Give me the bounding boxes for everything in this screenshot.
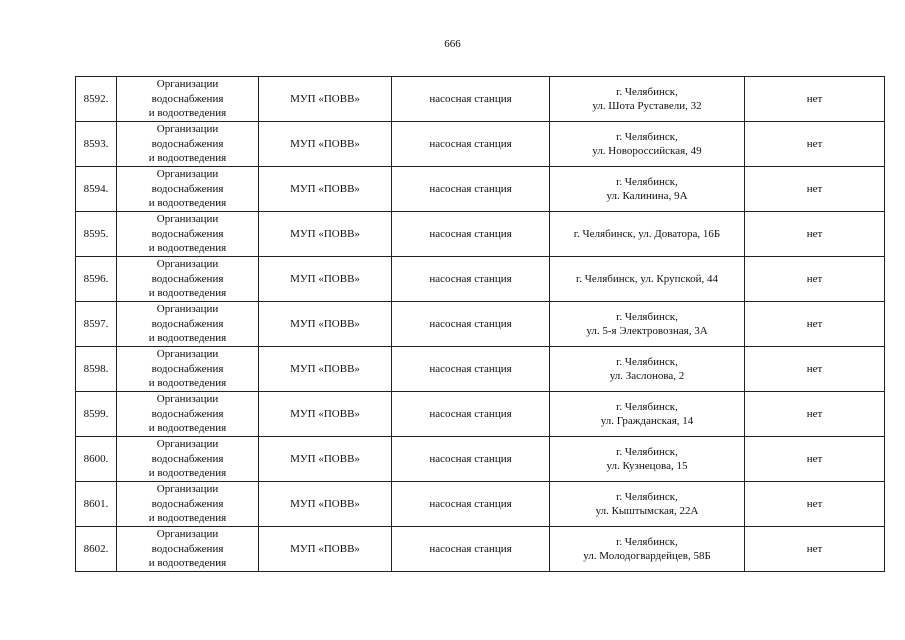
category-line: водоснабжения (151, 92, 224, 105)
category-line: и водоотведения (148, 152, 227, 165)
category-line: и водоотведения (148, 287, 227, 300)
registry-table-container (75, 76, 866, 572)
note-cell: нет (745, 527, 885, 572)
organization-cell: МУП «ПОВВ» (259, 482, 392, 527)
address-cell (550, 257, 745, 302)
table-row (76, 482, 885, 527)
facility-type-cell: насосная станция (392, 122, 550, 167)
category-cell (117, 77, 259, 122)
category-line: Организации (156, 168, 219, 181)
registry-table (75, 76, 885, 572)
address-cell (550, 437, 745, 482)
category-cell (117, 212, 259, 257)
table-row (76, 347, 885, 392)
address-cell (550, 527, 745, 572)
category-line: и водоотведения (148, 242, 227, 255)
note-cell: нет (745, 212, 885, 257)
note-cell: нет (745, 482, 885, 527)
address-cell (550, 482, 745, 527)
address-line: г. Челябинск, ул. Доватора, 16Б (573, 228, 721, 240)
note-cell: нет (745, 302, 885, 347)
address-cell (550, 212, 745, 257)
facility-type-cell: насосная станция (392, 392, 550, 437)
row-number-cell: 8593. (76, 122, 117, 167)
facility-type-cell: насосная станция (392, 347, 550, 392)
note-cell: нет (745, 437, 885, 482)
address-line: ул. Шота Руставели, 32 (592, 100, 702, 112)
address-line: ул. Калинина, 9А (606, 190, 688, 202)
address-line: г. Челябинск, (616, 311, 678, 323)
address-line: г. Челябинск, (616, 356, 678, 368)
address-line: г. Челябинск, (616, 491, 678, 503)
row-number-cell: 8598. (76, 347, 117, 392)
row-number-cell: 8602. (76, 527, 117, 572)
address-line: г. Челябинск, (616, 176, 678, 188)
table-row (76, 212, 885, 257)
row-number-cell: 8597. (76, 302, 117, 347)
table-body (76, 77, 885, 572)
address-line: ул. Заслонова, 2 (609, 370, 685, 382)
row-number-cell: 8599. (76, 392, 117, 437)
organization-cell: МУП «ПОВВ» (259, 347, 392, 392)
category-line: Организации (156, 528, 219, 541)
category-line: и водоотведения (148, 422, 227, 435)
row-number-cell: 8596. (76, 257, 117, 302)
category-cell (117, 167, 259, 212)
table-row (76, 392, 885, 437)
address-cell (550, 122, 745, 167)
address-line: г. Челябинск, (616, 536, 678, 548)
note-cell: нет (745, 122, 885, 167)
category-cell (117, 122, 259, 167)
row-number-cell: 8600. (76, 437, 117, 482)
category-line: и водоотведения (148, 107, 227, 120)
table-row (76, 77, 885, 122)
category-line: и водоотведения (148, 377, 227, 390)
category-line: Организации (156, 258, 219, 271)
address-line: ул. 5-я Электровозная, 3А (586, 325, 708, 337)
category-line: и водоотведения (148, 512, 227, 525)
address-cell (550, 167, 745, 212)
category-line: Организации (156, 393, 219, 406)
category-line: Организации (156, 438, 219, 451)
category-line: водоснабжения (151, 317, 224, 330)
address-line: ул. Кыштымская, 22А (595, 505, 699, 517)
category-cell (117, 392, 259, 437)
organization-cell: МУП «ПОВВ» (259, 392, 392, 437)
address-line: г. Челябинск, ул. Крупской, 44 (575, 273, 719, 285)
address-cell (550, 392, 745, 437)
organization-cell: МУП «ПОВВ» (259, 437, 392, 482)
table-row (76, 527, 885, 572)
address-line: ул. Гражданская, 14 (600, 415, 694, 427)
table-row (76, 167, 885, 212)
category-line: водоснабжения (151, 542, 224, 555)
facility-type-cell: насосная станция (392, 527, 550, 572)
facility-type-cell: насосная станция (392, 257, 550, 302)
category-line: Организации (156, 483, 219, 496)
facility-type-cell: насосная станция (392, 77, 550, 122)
category-cell (117, 302, 259, 347)
category-line: водоснабжения (151, 452, 224, 465)
organization-cell: МУП «ПОВВ» (259, 77, 392, 122)
category-cell (117, 257, 259, 302)
page-number: 666 (444, 38, 461, 50)
category-line: и водоотведения (148, 557, 227, 570)
facility-type-cell: насосная станция (392, 437, 550, 482)
address-line: г. Челябинск, (616, 401, 678, 413)
table-row (76, 437, 885, 482)
organization-cell: МУП «ПОВВ» (259, 302, 392, 347)
organization-cell: МУП «ПОВВ» (259, 527, 392, 572)
category-line: водоснабжения (151, 272, 224, 285)
address-cell (550, 77, 745, 122)
facility-type-cell: насосная станция (392, 302, 550, 347)
note-cell: нет (745, 257, 885, 302)
row-number-cell: 8594. (76, 167, 117, 212)
note-cell: нет (745, 347, 885, 392)
category-line: и водоотведения (148, 332, 227, 345)
category-line: Организации (156, 78, 219, 91)
category-line: и водоотведения (148, 467, 227, 480)
address-line: г. Челябинск, (616, 446, 678, 458)
address-line: г. Челябинск, (616, 131, 678, 143)
organization-cell: МУП «ПОВВ» (259, 122, 392, 167)
category-line: Организации (156, 213, 219, 226)
row-number-cell: 8601. (76, 482, 117, 527)
address-line: ул. Кузнецова, 15 (606, 460, 688, 472)
category-line: Организации (156, 303, 219, 316)
category-line: Организации (156, 123, 219, 136)
category-line: водоснабжения (151, 407, 224, 420)
category-cell (117, 527, 259, 572)
category-line: водоснабжения (151, 227, 224, 240)
note-cell: нет (745, 77, 885, 122)
note-cell: нет (745, 167, 885, 212)
organization-cell: МУП «ПОВВ» (259, 167, 392, 212)
row-number-cell: 8592. (76, 77, 117, 122)
address-cell (550, 302, 745, 347)
category-line: водоснабжения (151, 362, 224, 375)
table-row (76, 302, 885, 347)
category-line: водоснабжения (151, 137, 224, 150)
category-line: Организации (156, 348, 219, 361)
organization-cell: МУП «ПОВВ» (259, 212, 392, 257)
facility-type-cell: насосная станция (392, 212, 550, 257)
row-number-cell: 8595. (76, 212, 117, 257)
note-cell: нет (745, 392, 885, 437)
category-line: водоснабжения (151, 182, 224, 195)
address-line: г. Челябинск, (616, 86, 678, 98)
facility-type-cell: насосная станция (392, 482, 550, 527)
category-cell (117, 347, 259, 392)
address-cell (550, 347, 745, 392)
category-line: и водоотведения (148, 197, 227, 210)
category-cell (117, 437, 259, 482)
category-line: водоснабжения (151, 497, 224, 510)
organization-cell: МУП «ПОВВ» (259, 257, 392, 302)
address-line: ул. Новороссийская, 49 (592, 145, 702, 157)
category-cell (117, 482, 259, 527)
table-row (76, 257, 885, 302)
table-row (76, 122, 885, 167)
facility-type-cell: насосная станция (392, 167, 550, 212)
address-line: ул. Молодогвардейцев, 58Б (583, 550, 711, 562)
